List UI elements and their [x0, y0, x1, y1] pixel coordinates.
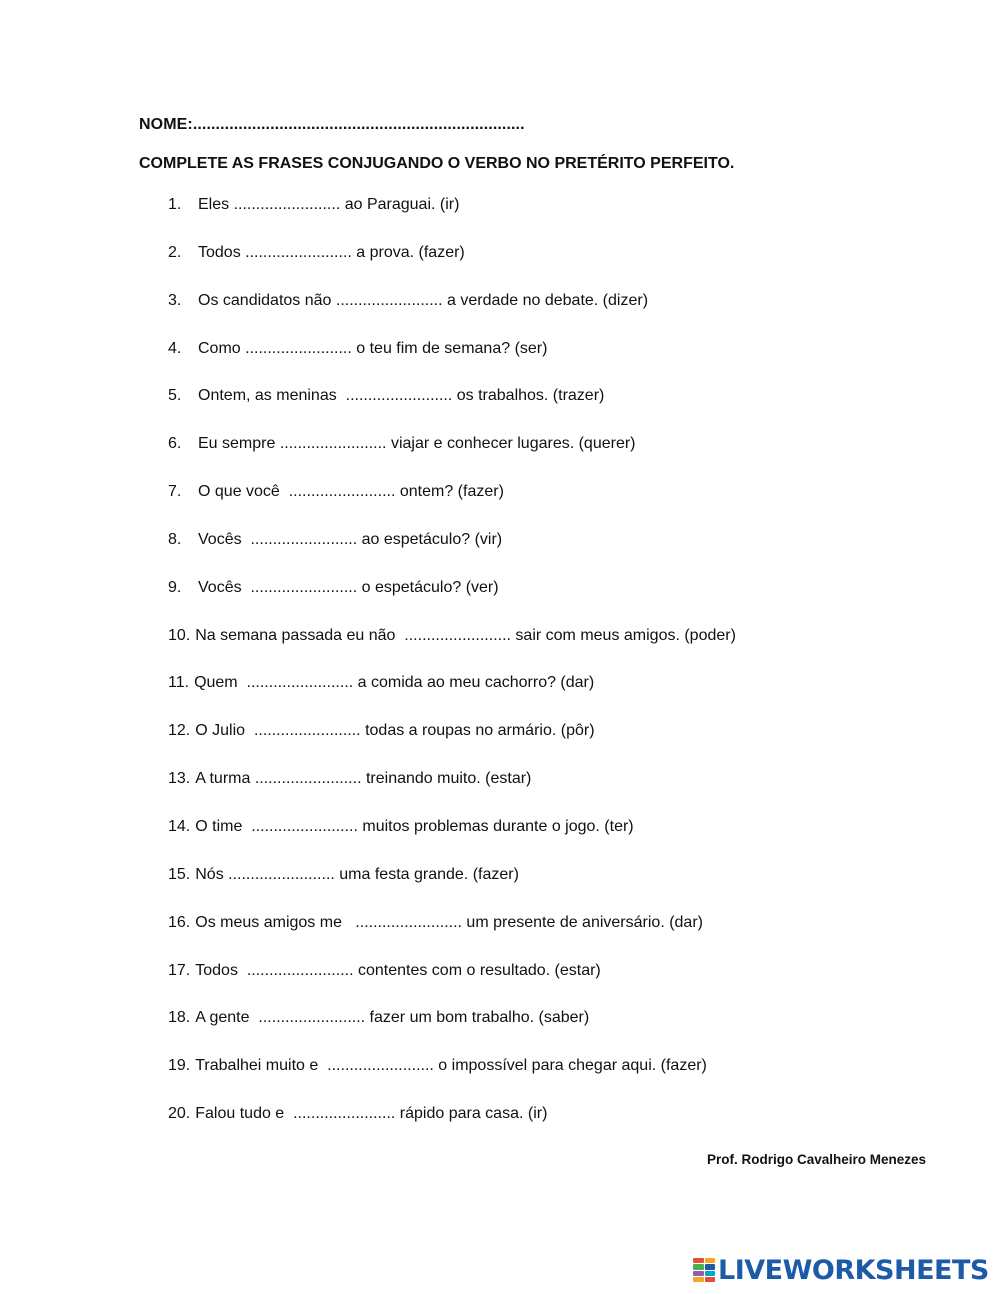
list-item [168, 289, 736, 337]
item-number: 8. [168, 530, 182, 548]
list-item [168, 671, 736, 719]
item-number: 17. [168, 961, 191, 979]
logo-mark-cell [693, 1271, 704, 1276]
item-sentence: O Julio ........................ todas a roupas no armário. (pôr) [195, 722, 595, 740]
item-sentence: Quem ........................ a comida ao meu cachorro? (dar) [194, 674, 595, 692]
item-number: 1. [168, 196, 182, 213]
list-item [168, 337, 736, 385]
list-item [168, 911, 736, 959]
item-number: 5. [168, 387, 182, 405]
list-item [168, 432, 736, 480]
list-item [168, 1102, 736, 1150]
liveworksheets-logo[interactable] [693, 1255, 989, 1285]
list-item [168, 863, 736, 911]
list-item [168, 528, 736, 576]
list-item [168, 624, 736, 672]
item-number: 3. [168, 291, 182, 309]
exercise-list [168, 193, 736, 1150]
item-number: 19. [168, 1057, 191, 1075]
item-sentence: Eles ........................ ao Paraguai. (ir) [198, 196, 460, 213]
list-item [168, 576, 736, 624]
item-sentence: Os meus amigos me ........................ um presente de aniversário. (dar) [195, 913, 703, 931]
list-item [168, 959, 736, 1007]
item-sentence: A gente ........................ fazer um bom trabalho. (saber) [195, 1009, 590, 1027]
item-number: 9. [168, 578, 182, 596]
item-number: 2. [168, 243, 182, 261]
logo-mark-cell [693, 1277, 704, 1282]
item-sentence: Vocês ........................ ao espetáculo? (vir) [198, 530, 503, 548]
item-number: 12. [168, 722, 191, 740]
list-item [168, 193, 736, 241]
logo-mark-cell [705, 1264, 716, 1269]
item-number: 10. [168, 626, 191, 644]
name-field-label: NOME:......................................................................... [139, 116, 525, 133]
list-item [168, 241, 736, 289]
item-sentence: Trabalhei muito e ........................ o impossível para chegar aqui. (fazer) [195, 1057, 707, 1075]
logo-mark-cell [693, 1258, 704, 1263]
item-sentence: Na semana passada eu não ........................ sair com meus amigos. (poder) [195, 626, 736, 644]
list-item [168, 1006, 736, 1054]
list-item [168, 815, 736, 863]
item-sentence: Os candidatos não ........................ a verdade no debate. (dizer) [198, 291, 649, 309]
item-sentence: Como ........................ o teu fim de semana? (ser) [198, 339, 548, 357]
item-number: 13. [168, 770, 191, 788]
item-number: 6. [168, 435, 182, 453]
item-sentence: Ontem, as meninas ........................ os trabalhos. (trazer) [198, 387, 605, 405]
item-sentence: Eu sempre ........................ viajar e conhecer lugares. (querer) [198, 435, 636, 453]
item-number: 7. [168, 483, 182, 501]
instruction-heading: COMPLETE AS FRASES CONJUGANDO O VERBO NO PRETÉRITO PERFEITO. [139, 155, 735, 172]
item-number: 4. [168, 339, 182, 357]
list-item [168, 384, 736, 432]
logo-wordmark: LIVEWORKSHEETS [718, 1254, 989, 1286]
item-sentence: Falou tudo e ....................... rápido para casa. (ir) [195, 1105, 548, 1123]
item-sentence: Nós ........................ uma festa grande. (fazer) [195, 865, 519, 883]
list-item [168, 1054, 736, 1102]
item-sentence: O que você ........................ ontem? (fazer) [198, 483, 504, 501]
logo-mark-cell [705, 1258, 716, 1263]
logo-mark-cell [705, 1277, 716, 1282]
item-sentence: O time ........................ muitos problemas durante o jogo. (ter) [195, 817, 634, 835]
logo-mark-cell [693, 1264, 704, 1269]
list-item [168, 719, 736, 767]
list-item [168, 480, 736, 528]
item-sentence: Vocês ........................ o espetáculo? (ver) [198, 578, 499, 596]
item-number: 18. [168, 1009, 191, 1027]
logo-mark-cell [705, 1271, 716, 1276]
item-number: 15. [168, 865, 191, 883]
item-number: 16. [168, 913, 191, 931]
item-sentence: Todos ........................ contentes com o resultado. (estar) [195, 961, 601, 979]
list-item [168, 767, 736, 815]
item-sentence: Todos ........................ a prova. (fazer) [198, 243, 465, 261]
item-sentence: A turma ........................ treinando muito. (estar) [195, 770, 532, 788]
liveworksheets-logo-icon [693, 1258, 715, 1282]
item-number: 14. [168, 817, 191, 835]
item-number: 20. [168, 1105, 191, 1123]
item-number: 11. [168, 674, 190, 692]
author-signature: Prof. Rodrigo Cavalheiro Menezes [706, 1152, 926, 1167]
